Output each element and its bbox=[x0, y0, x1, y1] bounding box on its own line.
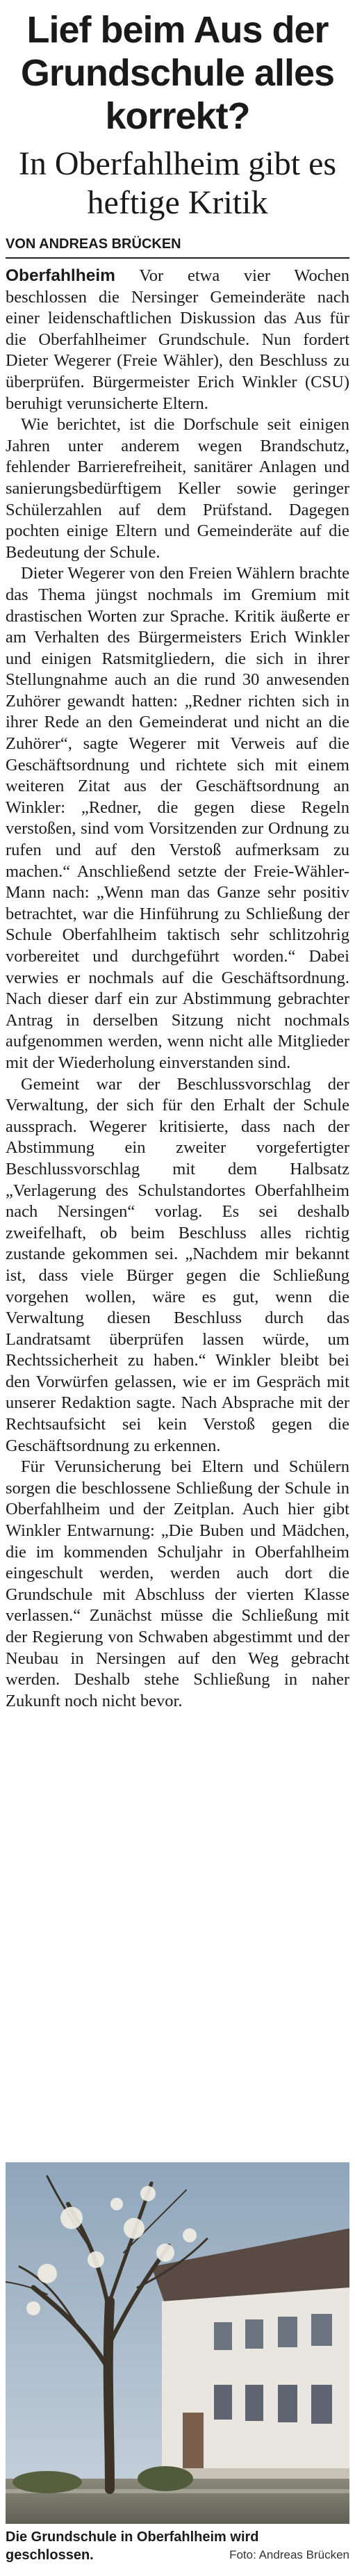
paragraph-5: Für Verunsicherung bei Eltern und Schülern sorgen die beschlossene Schließung der Schule in Oberfahlheim und der Zeitplan. Auch hier gibt Winkler Entwarnung: „Die Buben und Mädchen, die im kommenden Schuljahr in Oberfahlheim eingeschult werden, werden auch dort die Grundschule mit Abschluss der vierten Klasse verlassen.“ Zunächst müsse die Schließung mit der Regierung von Schwaben abgestimmt und der Neubau in Nersingen auf den Weg gebracht werden. Deshalb stehe Schließung in naher Zukunft noch nicht bevor. bbox=[6, 1457, 349, 1710]
photo-credit: Foto: Andreas Brücken bbox=[229, 2548, 349, 2561]
caption-text: Die Grundschule in Oberfahlheim wird geschlossen. bbox=[6, 2529, 259, 2563]
subheadline: In Oberfahlheim gibt es heftige Kritik bbox=[18, 145, 337, 221]
article-body bbox=[6, 266, 349, 2153]
byline: VON ANDREAS BRÜCKEN bbox=[6, 235, 349, 259]
paragraph-2: Wie berichtet, ist die Dorfschule seit einigen Jahren unter anderem wegen Brandschutz, fehlender Barrierefreiheit, sanitärer Anlagen und sanierungsbedürftigem Keller sowie geringer Schülerzahlen auf dem Prüfstand. Dagegen pochten einige Eltern und Gemeinderäte auf die Bedeutung der Schule. bbox=[6, 415, 349, 562]
paragraph-text: Vor etwa vier Wochen beschlossen die Nersinger Gemeinderäte nach einer leidenschaftlichen Diskussion das Aus für die Oberfahlheimer Grundschule. Nun fordert Dieter Wegerer (Freie Wähler), den Beschluss zu überprüfen. Bürgermeister Erich Winkler (CSU) beruhigt verunsicherte Eltern. bbox=[6, 266, 349, 413]
photo-caption bbox=[6, 2528, 349, 2564]
headline: Lief beim Aus der Grundschule alles korrekt? bbox=[20, 9, 335, 137]
paragraph-1 bbox=[6, 266, 349, 414]
paragraph-4: Gemeint war der Beschlussvorschlag der Verwaltung, der sich für den Erhalt der Schule aussprach. Wegerer kritisierte, dass nach der Abstimmung ein zweiter vorgefertigter Beschlussvorschlag mit dem Halbsatz „Verlagerung des Schulstandortes Oberfahlheim nach Nersingen“ vorlag. Es sei deshalb zweifelhaft, ob beim Beschluss alles richtig zustande gekommen sei. „Nachdem mir bekannt ist, dass viele Bürger gegen die Schließung vorgehen wollen, wäre es gut, wenn die Verwaltung diesen Beschluss durch das Landratsamt überprüfen lassen würde, um Rechtssicherheit zu haben.“ Winkler bleibt bei den Vorwürfen gelassen, wie er im Gespräch mit unserer Redaktion sagte. Nach Absprache mit der Rechtsaufsicht sei kein Verstoß gegen die Geschäftsordnung zu erkennen. bbox=[6, 1074, 349, 1455]
school-photo bbox=[6, 2162, 349, 2524]
paragraph-3: Dieter Wegerer von den Freien Wählern brachte das Thema jüngst nochmals im Gremium mit drastischen Worten zur Sprache. Kritik äußerte er am Verhalten des Bürgermeisters Erich Winkler und einigen Ratsmitgliedern, die sich in ihrer Stellungnahme auch an die rund 30 anwesenden Zuhörer gewandt hatten: „Redner richten sich in ihrer Rede an den Gemeinderat und nicht an die Zuhörer“, sagte Wegerer mit Verweis auf die Geschäftsordnung und richtete sich mit einem weiteren Zitat aus der Geschäftsordnung an Winkler: „Redner, die gegen diese Regeln verstoßen, sind vom Vorsitzenden zur Ordnung zu rufen und auf den Verstoß aufmerksam zu machen.“ Anschließend setzte der Freie-Wähler-Mann nach: „Wenn man das Ganze sehr positiv betrachtet, war die Hinführung zu Schließung der Schule Oberfahlheim taktisch sehr schlitzohrig vorbereitet und durchgeführt worden.“ Dabei verwies er nochmals auf die Geschäftsordnung. Nach dieser darf ein zur Abstimmung gebrachter Antrag in derselben Sitzung nicht nochmals aufgenommen werden, wenn nicht alle Mitglieder mit der Wiederholung einverstanden sind. bbox=[6, 564, 349, 1072]
dateline-place: Oberfahlheim bbox=[6, 266, 115, 285]
